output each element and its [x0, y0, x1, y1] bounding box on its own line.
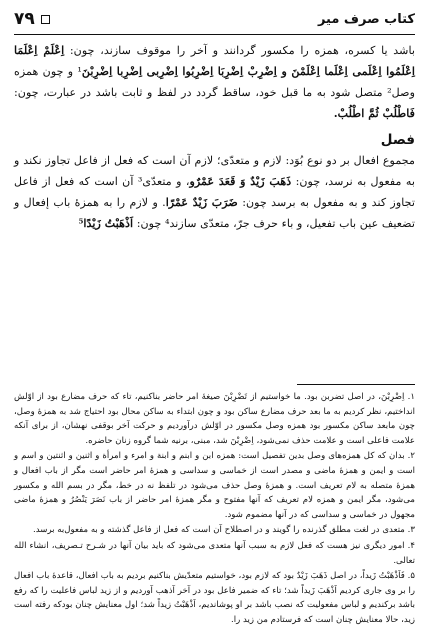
- footnote-4: ۴. امور دیگری نیز هست که فعل لازم به سبب آنها متعدی می‌شود که باید بیان آنها در شـرح تـصریف، انشاء الله تعالی.: [14, 540, 415, 566]
- paragraph-2: [14, 150, 415, 234]
- main-text: [14, 40, 415, 234]
- para2-example-3: اَذْهَبْتُ زَیْدًا⁵: [78, 216, 134, 230]
- para2-example-2: ضَرَبَ زَیْدٌ عَمْرًا: [165, 195, 238, 209]
- footnote-2: ۲. بدان که کل همزه‌های وصل بدین تفصیل است: همزه ابن و ابنم و ابنة و امرء و امرأة و اثنین و اثنتین و اسم و است و ایمن و همزهٔ ماضی و مصدر است از خماسی و سداسی و همزهٔ امر حاضر است مگر از باب افعال و همزهٔ متصله به لام تعریف است. و همزهٔ وصل حذف می‌شود در تلفظ نه در خط، مگر در بسم الله و مکسور می‌شود، مگر ایمن و همزه لام تعریف که آنها مفتوح و مگر همزهٔ امر حاضر از باب نَصَرَ یَنْصُرُ و همزهٔ ماضی مجهول در خماسی و سداسی که در آنها مضموم شود.: [14, 451, 415, 520]
- para2-text-b: ، و متعدّی³ آن است که فعل از فاعل تجاوز کند و به مفعول به برسد چون:: [14, 175, 415, 209]
- page-number: ۷۹: [14, 9, 35, 29]
- square-ornament-icon: [41, 15, 50, 24]
- page-header: [14, 6, 415, 32]
- footnote-5: ۵. فَاَذْهَبْتُ زَیداً، در اصل ذَهَبَ زَیْدٌ بود که لازم بود، خواستیم متعدّیش بناکنیم بردیم به باب افعال، قاعدهٔ باب افعال را بر وی جاری کردیم اَذْهَبَ زَیداً شد؛ تاء که ضمیر فاعل بود در آخر آذهب آوردیم و از زید لباس فاعلیت را که رفع باشد برکندیم و لباس مفعولیت که نصب باشد بر او پوشاندیم، اَذْهَبْتُ زیداً شد؛ اول معنایش چنان بودکه رفته است زید، حالا معنایش چنان است که فرستادم من زید را.: [14, 571, 415, 625]
- book-title: کتاب صرف میر: [317, 11, 415, 27]
- para1-example-1: اِعْلَمْ اِعْلَمَا اِعْلَمُوا اِعْلَمی اِعْلَما اِعْلَمْنَ و اِضْرِبْ اِضْرِبَا اِضْرِبُوا اِضْرِبی اِضْرِبا اِضْرِبْنَ: [14, 43, 415, 78]
- para2-text-c: . و لازم را به همزهٔ باب إفعال و تضعیف عین باب تفعیل، و باء حرف جرّ، متعدّی سازند⁴ چون:: [14, 196, 415, 230]
- footnote-1: ۱. اِضْرِبْنَ، در اصل تضربن بود. ما خواستیم از تَضْرِبْنَ صیغهٔ امر حاضر بناکنیم، تاء که حرف مضارع بود از اوّلش انداختیم، نظر کردیم به ما بعد حرف مضارع ساکن بود و چون ابتداء به ساکن محال بود احتیاج شد به همزهٔ وصل، چون مابعد ساکن مکسور بود همزه وصل مکسور در اوّلش درآوردیم و حرکت آخر بوقفی نهشان، از برای آنکه علامت فاعلی است و علامت حذف نمی‌شود، اِضْرِبْنَ شد، مبنی، برنیه شما گروه زنان حاضره.: [14, 392, 415, 446]
- section-heading: فصل: [380, 132, 415, 148]
- para1-example-2: فَاطْلُبْ ثُمَّ اطْلُبْ.: [333, 106, 415, 120]
- header-number-group: [14, 9, 50, 29]
- para1-text-a: باشد یا کسره، همزه را مکسور گردانند و آخر را موقوف سازند، چون:: [64, 44, 415, 57]
- para2-text-a: مجموع افعال بر دو نوع بُوَد: لازم و متعدّی؛ لازم آن است که فعل از فاعل تجاوز نکند و به مفعول به نرسد، چون:: [14, 154, 415, 188]
- header-rule: [14, 34, 415, 35]
- para1-text-b: ¹ و چون همزه وصل² متصل شود به ما قبل خود، ساقط گردد در لفظ و ثابت باشد در عبارت، چون:: [14, 65, 415, 99]
- paragraph-1: [14, 40, 415, 124]
- footnote-3: ۳. متعدی در لغت مطلق گذرنده را گویند و در اصطلاح آن است که فعل از فاعل گذشته و به مفعول‌به برسد.: [33, 525, 415, 536]
- para2-example-1: ذَهَبَ زَیْدٌ وَ قَعَدَ عَمْرٌو: [189, 174, 292, 188]
- footnotes: [14, 390, 415, 629]
- footnote-divider: [297, 384, 415, 385]
